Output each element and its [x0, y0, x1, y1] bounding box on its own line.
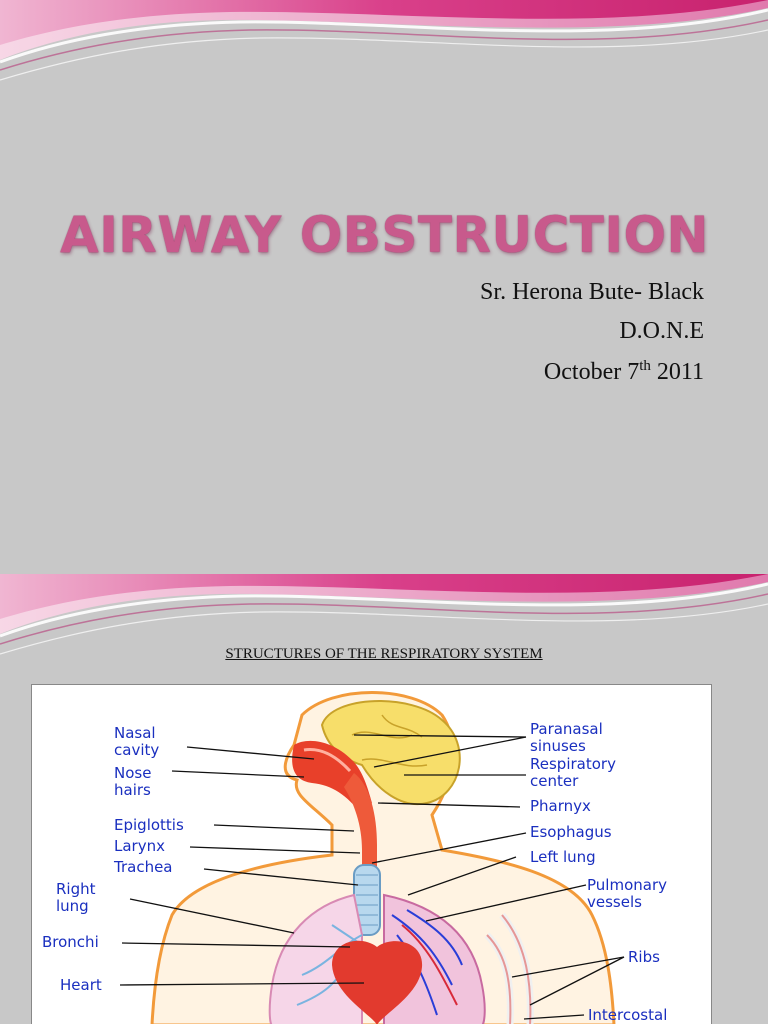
label-nose-hairs: Nose hairs	[114, 764, 152, 799]
date-ordinal: th	[639, 358, 651, 374]
label-left-lung: Left lung	[530, 848, 596, 866]
label-esophagus: Esophagus	[530, 823, 612, 841]
label-trachea: Trachea	[114, 858, 173, 876]
label-intercostal: Intercostal	[588, 1006, 668, 1024]
label-pharnyx: Pharnyx	[530, 797, 591, 815]
label-bronchi: Bronchi	[42, 933, 99, 951]
date-text: October 7	[543, 359, 640, 385]
label-heart: Heart	[60, 976, 102, 994]
label-pulmonary-vessels: Pulmonary vessels	[587, 876, 667, 911]
label-epiglottis: Epiglottis	[114, 816, 184, 834]
label-respiratory-center: Respiratory center	[530, 755, 616, 790]
respiratory-structures-slide	[0, 574, 768, 1024]
decorative-wave-banner	[0, 0, 768, 90]
label-larynx: Larynx	[114, 837, 165, 855]
slide-title: AIRWAY OBSTRUCTION	[60, 206, 709, 264]
organization: D.O.N.E	[619, 318, 704, 344]
label-ribs: Ribs	[628, 948, 660, 966]
date-year: 2011	[650, 359, 704, 385]
label-right-lung: Right lung	[56, 880, 96, 915]
author-name: Sr. Herona Bute- Black	[480, 279, 704, 305]
presentation-date	[544, 358, 704, 386]
slide-heading: STRUCTURES OF THE RESPIRATORY SYSTEM	[225, 646, 543, 662]
respiratory-diagram	[31, 684, 712, 1024]
label-paranasal-sinuses: Paranasal sinuses	[530, 720, 603, 755]
label-nasal-cavity: Nasal cavity	[114, 724, 160, 759]
